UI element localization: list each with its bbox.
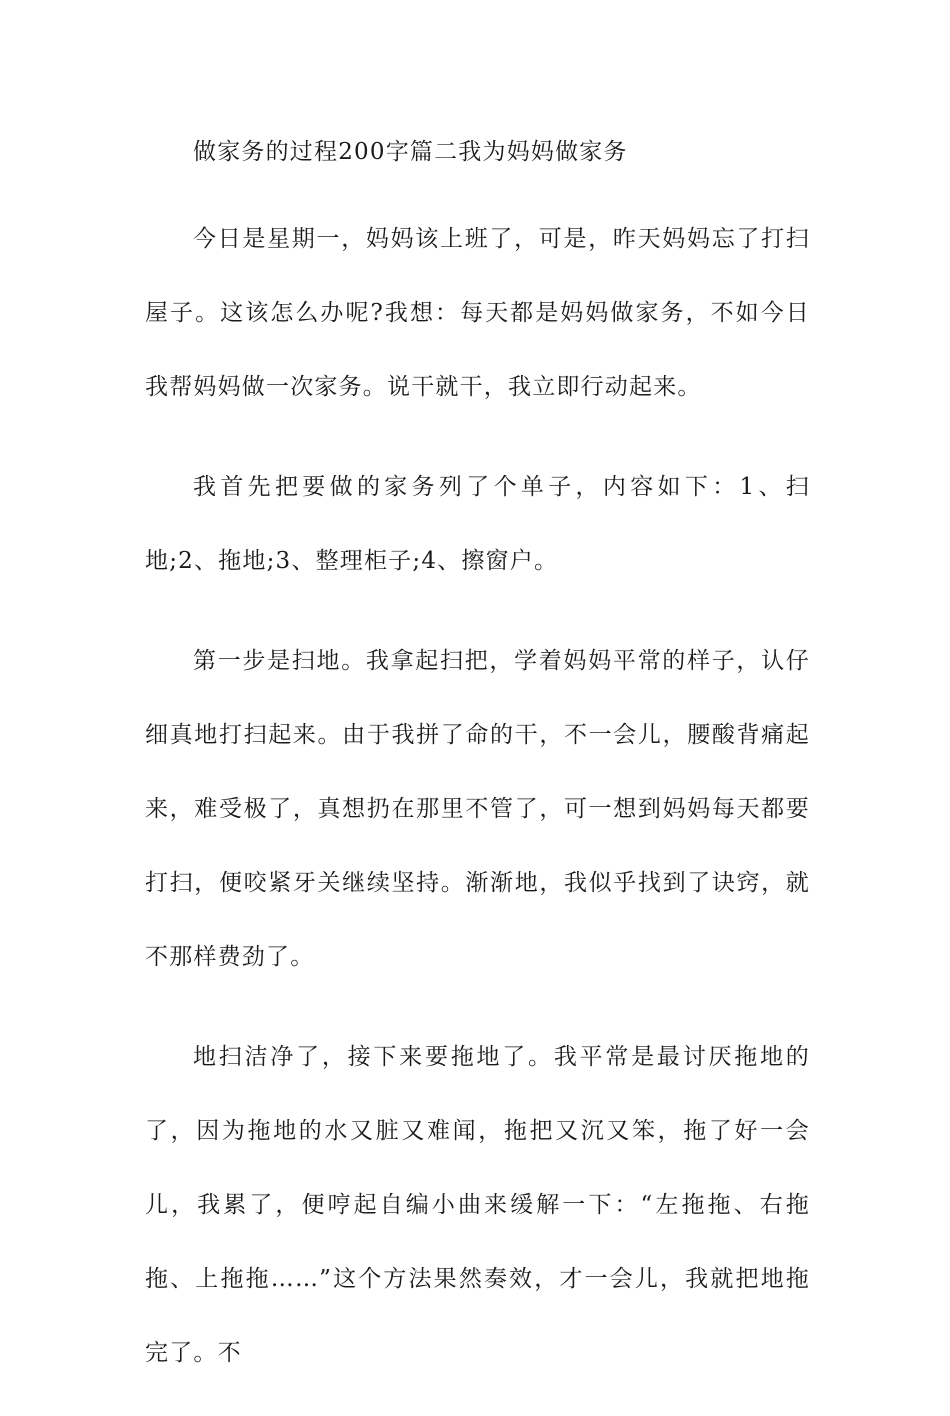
document-title: 做家务的过程200字篇二我为妈妈做家务 [193,139,628,165]
document-body [145,128,810,1416]
paragraph-1: 今日是星期一，妈妈该上班了，可是，昨天妈妈忘了打扫屋子。这该怎么办呢?我想：每天都是妈妈做家务，不如今日我帮妈妈做一次家务。说干就干，我立即行动起来。 [145,226,810,400]
paragraph-3: 第一步是扫地。我拿起扫把，学着妈妈平常的样子，认仔细真地打扫起来。由于我拼了命的干，不一会儿，腰酸背痛起来，难受极了，真想扔在那里不管了，可一想到妈妈每天都要打扫，便咬紧牙关继续坚持。渐渐地，我似乎找到了诀窍，就不那样费劲了。 [145,648,810,970]
paragraph-2: 我首先把要做的家务列了个单子，内容如下：1、扫地;2、拖地;3、整理柜子;4、擦窗户。 [145,474,810,574]
paragraph-4: 地扫洁净了，接下来要拖地了。我平常是最讨厌拖地的了，因为拖地的水又脏又难闻，拖把又沉又笨，拖了好一会儿，我累了，便哼起自编小曲来缓解一下：“左拖拖、右拖拖、上拖拖……”这个方法果然奏效，才一会儿，我就把地拖完了。不 [145,1044,810,1366]
